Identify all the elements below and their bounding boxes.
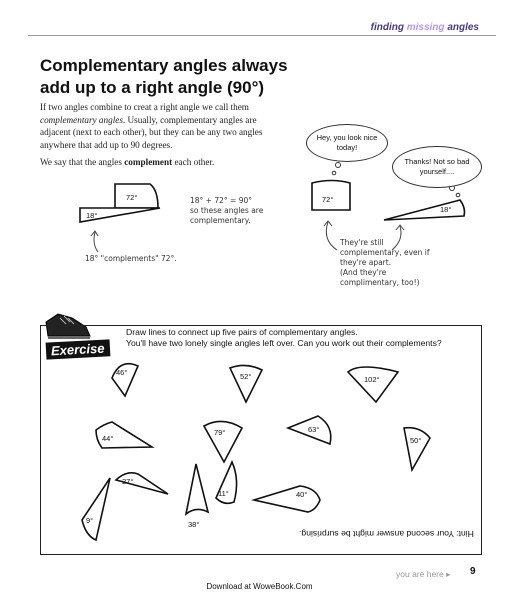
apart-note-line3: they're apart. — [340, 258, 392, 267]
header-middle: missing — [406, 22, 445, 33]
equation-note — [190, 196, 263, 226]
intro-text-c: . Usually, complementary angles are adjacent (next to each other), but they can be any two angles anywhere that add up to 90 degrees. — [40, 114, 263, 150]
you-are-here — [396, 569, 450, 580]
apart-note-line5: complimentary, too!) — [340, 278, 420, 287]
bubble1-tail-dot1 — [336, 163, 341, 168]
label-18-left: 18° — [86, 211, 98, 220]
angle-label: 44° — [102, 434, 114, 443]
header-prefix: finding — [370, 22, 404, 33]
angle-label: 27° — [122, 477, 134, 486]
download-credit: Download at WoweBook.Com — [206, 582, 313, 591]
page-number: 9 — [470, 566, 476, 577]
speech-bubble-2: Thanks! Not so bad yourself.... — [392, 146, 482, 188]
apart-note — [340, 238, 430, 288]
angle-label: 38° — [188, 520, 200, 529]
instruction-line1: Draw lines to connect up five pairs of complementary angles. — [126, 327, 358, 337]
apart-note-line1: They're still — [340, 238, 384, 247]
wedge-18-right — [384, 200, 465, 220]
equation-line3: complementary. — [190, 216, 251, 225]
angle-label: 9° — [86, 516, 94, 525]
angle-label: 46° — [116, 368, 128, 377]
complement-term: complement — [124, 157, 173, 167]
you-are-here-text: you are here — [396, 569, 444, 579]
arrow-right-icon: ▸ — [446, 569, 451, 579]
bubble2-tail-dot2 — [456, 193, 460, 197]
upside-down-hint: Hint: Your second answer might be surprising. — [299, 529, 474, 539]
exercise-instructions — [126, 327, 442, 349]
label-72-left: 72° — [126, 193, 138, 202]
equation-line1: 18° + 72° = 90° — [190, 196, 252, 205]
angle-label: 40° — [296, 490, 308, 499]
complements-note: 18° "complements" 72°. — [85, 254, 177, 263]
header-suffix: angles — [447, 22, 479, 33]
page-title: Complementary angles always add up to a right angle (90°) — [40, 56, 288, 97]
bubble1-tail-dot2 — [332, 171, 336, 175]
complement-text-c: each other. — [172, 157, 215, 167]
complement-text-a: We say that the angles — [40, 157, 125, 167]
label-18-right: 18° — [440, 205, 452, 214]
exercise-title: Exercise — [46, 339, 110, 359]
angle-label: 50° — [410, 436, 422, 445]
angle-label: 102° — [364, 375, 380, 384]
angle-label: 11° — [218, 489, 229, 498]
instruction-line2: You'll have two lonely single angles left over. Can you work out their complements? — [126, 338, 442, 348]
angle-label: 52° — [240, 372, 252, 381]
intro-text-a: If two angles combine to creat a right angle we call them — [40, 102, 249, 112]
label-72-right: 72° — [322, 195, 334, 204]
angle-label: 79° — [214, 428, 226, 437]
intro-term: complementary angles — [40, 114, 123, 125]
angle-label: 63° — [308, 425, 320, 434]
apart-note-line4: (And they're — [340, 268, 387, 277]
speech-bubble-1: Hey, you look nice today! — [306, 124, 388, 162]
apart-note-line2: complementary, even if — [340, 248, 430, 257]
equation-line2: so these angles are — [190, 206, 264, 215]
